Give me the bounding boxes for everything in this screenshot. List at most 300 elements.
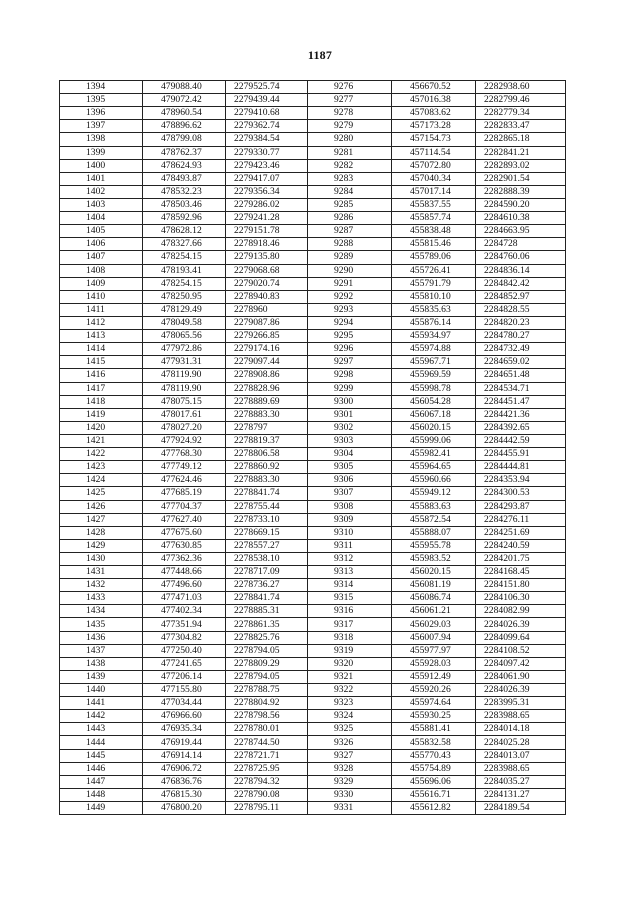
point-number-right-cell: 9294 (308, 316, 392, 329)
x-coordinate-right-cell: 455955.78 (392, 539, 476, 552)
y-coordinate-left-cell: 2278721.71 (226, 749, 308, 762)
y-coordinate-left-cell: 2279417.07 (226, 172, 308, 185)
y-coordinate-right-cell: 2284035.27 (476, 775, 566, 788)
table-row (60, 185, 566, 198)
y-coordinate-right-cell: 2284014.18 (476, 723, 566, 736)
point-number-right-cell: 9325 (308, 723, 392, 736)
point-number-left-cell: 1406 (60, 238, 143, 251)
y-coordinate-right-cell: 2284108.52 (476, 644, 566, 657)
x-coordinate-left-cell: 476935.34 (143, 723, 226, 736)
table-row (60, 762, 566, 775)
x-coordinate-left-cell: 477972.86 (143, 343, 226, 356)
point-number-right-cell: 9323 (308, 697, 392, 710)
x-coordinate-right-cell: 455964.65 (392, 461, 476, 474)
point-number-right-cell: 9319 (308, 644, 392, 657)
x-coordinate-right-cell: 455920.26 (392, 684, 476, 697)
y-coordinate-left-cell: 2278918.46 (226, 238, 308, 251)
x-coordinate-left-cell: 478129.49 (143, 303, 226, 316)
y-coordinate-left-cell: 2278860.92 (226, 461, 308, 474)
point-number-left-cell: 1398 (60, 133, 143, 146)
x-coordinate-right-cell: 455934.97 (392, 330, 476, 343)
point-number-right-cell: 9317 (308, 618, 392, 631)
table-row (60, 592, 566, 605)
y-coordinate-right-cell: 2284451.47 (476, 395, 566, 408)
table-row (60, 94, 566, 107)
x-coordinate-left-cell: 478592.96 (143, 212, 226, 225)
x-coordinate-left-cell: 477351.94 (143, 618, 226, 631)
y-coordinate-left-cell: 2278960 (226, 303, 308, 316)
y-coordinate-right-cell: 2284106.30 (476, 592, 566, 605)
x-coordinate-right-cell: 455789.06 (392, 251, 476, 264)
point-number-right-cell: 9301 (308, 408, 392, 421)
x-coordinate-right-cell: 455969.59 (392, 369, 476, 382)
point-number-left-cell: 1427 (60, 513, 143, 526)
y-coordinate-right-cell: 2284820.23 (476, 316, 566, 329)
point-number-left-cell: 1399 (60, 146, 143, 159)
y-coordinate-right-cell: 2282901.54 (476, 172, 566, 185)
table-row (60, 133, 566, 146)
point-number-left-cell: 1430 (60, 552, 143, 565)
x-coordinate-left-cell: 477448.66 (143, 566, 226, 579)
point-number-left-cell: 1403 (60, 198, 143, 211)
point-number-left-cell: 1428 (60, 526, 143, 539)
table-row (60, 670, 566, 683)
table-row (60, 749, 566, 762)
point-number-left-cell: 1440 (60, 684, 143, 697)
y-coordinate-left-cell: 2279423.46 (226, 159, 308, 172)
point-number-right-cell: 9280 (308, 133, 392, 146)
y-coordinate-right-cell: 2284842.42 (476, 277, 566, 290)
table-row (60, 251, 566, 264)
x-coordinate-right-cell: 455810.10 (392, 290, 476, 303)
y-coordinate-left-cell: 2278744.50 (226, 736, 308, 749)
y-coordinate-right-cell: 2284099.64 (476, 631, 566, 644)
point-number-right-cell: 9279 (308, 120, 392, 133)
y-coordinate-right-cell: 2284201.75 (476, 552, 566, 565)
y-coordinate-right-cell: 2284836.14 (476, 264, 566, 277)
table-row (60, 382, 566, 395)
y-coordinate-right-cell: 2282888.39 (476, 185, 566, 198)
table-row (60, 369, 566, 382)
table-row (60, 605, 566, 618)
y-coordinate-right-cell: 2284026.39 (476, 684, 566, 697)
point-number-right-cell: 9276 (308, 81, 392, 94)
x-coordinate-left-cell: 478075.15 (143, 395, 226, 408)
point-number-left-cell: 1429 (60, 539, 143, 552)
table-row (60, 474, 566, 487)
table-row (60, 238, 566, 251)
y-coordinate-left-cell: 2278819.37 (226, 434, 308, 447)
point-number-right-cell: 9311 (308, 539, 392, 552)
x-coordinate-right-cell: 455912.49 (392, 670, 476, 683)
y-coordinate-right-cell: 2284590.20 (476, 198, 566, 211)
table-row (60, 172, 566, 185)
x-coordinate-left-cell: 478254.15 (143, 277, 226, 290)
point-number-right-cell: 9321 (308, 670, 392, 683)
y-coordinate-left-cell: 2278798.56 (226, 710, 308, 723)
x-coordinate-right-cell: 455872.54 (392, 513, 476, 526)
y-coordinate-left-cell: 2278841.74 (226, 592, 308, 605)
y-coordinate-left-cell: 2278828.96 (226, 382, 308, 395)
point-number-left-cell: 1444 (60, 736, 143, 749)
point-number-right-cell: 9306 (308, 474, 392, 487)
x-coordinate-right-cell: 455612.82 (392, 802, 476, 815)
x-coordinate-right-cell: 455883.63 (392, 500, 476, 513)
table-row (60, 330, 566, 343)
y-coordinate-left-cell: 2278825.76 (226, 631, 308, 644)
point-number-right-cell: 9303 (308, 434, 392, 447)
point-number-right-cell: 9297 (308, 356, 392, 369)
y-coordinate-left-cell: 2279439.44 (226, 94, 308, 107)
y-coordinate-right-cell: 2284061.90 (476, 670, 566, 683)
table-row (60, 697, 566, 710)
x-coordinate-left-cell: 477749.12 (143, 461, 226, 474)
x-coordinate-left-cell: 477675.60 (143, 526, 226, 539)
point-number-right-cell: 9296 (308, 343, 392, 356)
x-coordinate-left-cell: 479072.42 (143, 94, 226, 107)
y-coordinate-left-cell: 2278794.05 (226, 644, 308, 657)
point-number-left-cell: 1396 (60, 107, 143, 120)
table-row (60, 566, 566, 579)
y-coordinate-left-cell: 2279286.02 (226, 198, 308, 211)
x-coordinate-right-cell: 455754.89 (392, 762, 476, 775)
y-coordinate-right-cell: 2284651.48 (476, 369, 566, 382)
y-coordinate-right-cell: 2284760.06 (476, 251, 566, 264)
y-coordinate-right-cell: 2282893.02 (476, 159, 566, 172)
x-coordinate-left-cell: 478503.46 (143, 198, 226, 211)
point-number-right-cell: 9285 (308, 198, 392, 211)
y-coordinate-left-cell: 2279266.85 (226, 330, 308, 343)
y-coordinate-left-cell: 2279068.68 (226, 264, 308, 277)
table-row (60, 120, 566, 133)
x-coordinate-left-cell: 478493.87 (143, 172, 226, 185)
point-number-left-cell: 1397 (60, 120, 143, 133)
point-number-left-cell: 1410 (60, 290, 143, 303)
point-number-right-cell: 9290 (308, 264, 392, 277)
coordinates-table-body (60, 81, 566, 815)
y-coordinate-left-cell: 2278883.30 (226, 474, 308, 487)
point-number-left-cell: 1439 (60, 670, 143, 683)
y-coordinate-right-cell: 2282799.46 (476, 94, 566, 107)
y-coordinate-right-cell: 2284852.97 (476, 290, 566, 303)
x-coordinate-right-cell: 457017.14 (392, 185, 476, 198)
y-coordinate-left-cell: 2278717.09 (226, 566, 308, 579)
x-coordinate-right-cell: 457016.38 (392, 94, 476, 107)
y-coordinate-left-cell: 2279087.86 (226, 316, 308, 329)
x-coordinate-left-cell: 478027.20 (143, 421, 226, 434)
y-coordinate-right-cell: 2283995.31 (476, 697, 566, 710)
y-coordinate-left-cell: 2278538.10 (226, 552, 308, 565)
point-number-right-cell: 9322 (308, 684, 392, 697)
point-number-right-cell: 9305 (308, 461, 392, 474)
y-coordinate-left-cell: 2278557.27 (226, 539, 308, 552)
point-number-right-cell: 9316 (308, 605, 392, 618)
point-number-right-cell: 9326 (308, 736, 392, 749)
y-coordinate-left-cell: 2279362.74 (226, 120, 308, 133)
x-coordinate-right-cell: 455999.06 (392, 434, 476, 447)
point-number-right-cell: 9312 (308, 552, 392, 565)
x-coordinate-right-cell: 456067.18 (392, 408, 476, 421)
y-coordinate-left-cell: 2278806.58 (226, 448, 308, 461)
y-coordinate-right-cell: 2284151.80 (476, 579, 566, 592)
table-row (60, 225, 566, 238)
y-coordinate-left-cell: 2278795.11 (226, 802, 308, 815)
x-coordinate-right-cell: 455791.79 (392, 277, 476, 290)
x-coordinate-right-cell: 455726.41 (392, 264, 476, 277)
y-coordinate-right-cell: 2284610.38 (476, 212, 566, 225)
point-number-left-cell: 1402 (60, 185, 143, 198)
y-coordinate-left-cell: 2278669.15 (226, 526, 308, 539)
table-row (60, 487, 566, 500)
x-coordinate-right-cell: 456029.03 (392, 618, 476, 631)
point-number-right-cell: 9293 (308, 303, 392, 316)
table-row (60, 461, 566, 474)
y-coordinate-left-cell: 2279410.68 (226, 107, 308, 120)
table-row (60, 277, 566, 290)
y-coordinate-right-cell: 2284663.95 (476, 225, 566, 238)
table-row (60, 198, 566, 211)
x-coordinate-left-cell: 478799.08 (143, 133, 226, 146)
x-coordinate-left-cell: 477402.34 (143, 605, 226, 618)
point-number-left-cell: 1424 (60, 474, 143, 487)
point-number-left-cell: 1415 (60, 356, 143, 369)
y-coordinate-left-cell: 2278841.74 (226, 487, 308, 500)
point-number-left-cell: 1443 (60, 723, 143, 736)
point-number-left-cell: 1407 (60, 251, 143, 264)
point-number-right-cell: 9283 (308, 172, 392, 185)
y-coordinate-right-cell: 2284189.54 (476, 802, 566, 815)
table-row (60, 500, 566, 513)
x-coordinate-right-cell: 455983.52 (392, 552, 476, 565)
table-row (60, 513, 566, 526)
x-coordinate-right-cell: 455770.43 (392, 749, 476, 762)
y-coordinate-right-cell: 2284442.59 (476, 434, 566, 447)
x-coordinate-right-cell: 457173.28 (392, 120, 476, 133)
x-coordinate-right-cell: 456020.15 (392, 421, 476, 434)
table-row (60, 657, 566, 670)
y-coordinate-right-cell: 2284026.39 (476, 618, 566, 631)
y-coordinate-right-cell: 2284780.27 (476, 330, 566, 343)
y-coordinate-right-cell: 2284534.71 (476, 382, 566, 395)
table-row (60, 618, 566, 631)
x-coordinate-left-cell: 477768.30 (143, 448, 226, 461)
x-coordinate-right-cell: 455616.71 (392, 788, 476, 801)
x-coordinate-right-cell: 457083.62 (392, 107, 476, 120)
table-row (60, 434, 566, 447)
x-coordinate-left-cell: 478250.95 (143, 290, 226, 303)
x-coordinate-left-cell: 477155.80 (143, 684, 226, 697)
x-coordinate-left-cell: 477924.92 (143, 434, 226, 447)
y-coordinate-right-cell: 2282841.21 (476, 146, 566, 159)
y-coordinate-left-cell: 2278889.69 (226, 395, 308, 408)
table-row (60, 146, 566, 159)
x-coordinate-right-cell: 455881.41 (392, 723, 476, 736)
y-coordinate-left-cell: 2278804.92 (226, 697, 308, 710)
x-coordinate-left-cell: 479088.40 (143, 81, 226, 94)
x-coordinate-left-cell: 477931.31 (143, 356, 226, 369)
x-coordinate-left-cell: 478119.90 (143, 369, 226, 382)
table-row (60, 788, 566, 801)
table-row (60, 775, 566, 788)
table-row (60, 526, 566, 539)
y-coordinate-right-cell: 2284455.91 (476, 448, 566, 461)
y-coordinate-left-cell: 2279356.34 (226, 185, 308, 198)
x-coordinate-left-cell: 477471.03 (143, 592, 226, 605)
x-coordinate-right-cell: 456670.52 (392, 81, 476, 94)
table-row (60, 631, 566, 644)
y-coordinate-left-cell: 2279241.28 (226, 212, 308, 225)
table-row (60, 552, 566, 565)
y-coordinate-left-cell: 2278790.08 (226, 788, 308, 801)
point-number-right-cell: 9309 (308, 513, 392, 526)
point-number-right-cell: 9304 (308, 448, 392, 461)
x-coordinate-left-cell: 478049.58 (143, 316, 226, 329)
point-number-right-cell: 9281 (308, 146, 392, 159)
x-coordinate-right-cell: 456007.94 (392, 631, 476, 644)
point-number-left-cell: 1448 (60, 788, 143, 801)
y-coordinate-right-cell: 2284276.11 (476, 513, 566, 526)
table-row (60, 644, 566, 657)
y-coordinate-right-cell: 2284025.28 (476, 736, 566, 749)
x-coordinate-left-cell: 477206.14 (143, 670, 226, 683)
point-number-right-cell: 9318 (308, 631, 392, 644)
point-number-left-cell: 1431 (60, 566, 143, 579)
point-number-right-cell: 9282 (308, 159, 392, 172)
point-number-right-cell: 9286 (308, 212, 392, 225)
table-row (60, 710, 566, 723)
point-number-right-cell: 9291 (308, 277, 392, 290)
table-row (60, 356, 566, 369)
point-number-right-cell: 9278 (308, 107, 392, 120)
x-coordinate-left-cell: 478896.62 (143, 120, 226, 133)
point-number-left-cell: 1416 (60, 369, 143, 382)
y-coordinate-left-cell: 2278755.44 (226, 500, 308, 513)
y-coordinate-right-cell: 2284082.99 (476, 605, 566, 618)
table-row (60, 343, 566, 356)
y-coordinate-right-cell: 2284421.36 (476, 408, 566, 421)
x-coordinate-right-cell: 455888.07 (392, 526, 476, 539)
point-number-left-cell: 1412 (60, 316, 143, 329)
x-coordinate-right-cell: 457040.34 (392, 172, 476, 185)
table-row (60, 264, 566, 277)
x-coordinate-left-cell: 477627.40 (143, 513, 226, 526)
x-coordinate-right-cell: 455832.58 (392, 736, 476, 749)
point-number-right-cell: 9313 (308, 566, 392, 579)
point-number-left-cell: 1421 (60, 434, 143, 447)
table-row (60, 684, 566, 697)
x-coordinate-left-cell: 478532.23 (143, 185, 226, 198)
x-coordinate-right-cell: 455835.63 (392, 303, 476, 316)
table-row (60, 290, 566, 303)
point-number-right-cell: 9310 (308, 526, 392, 539)
x-coordinate-left-cell: 478254.15 (143, 251, 226, 264)
y-coordinate-right-cell: 2284659.02 (476, 356, 566, 369)
y-coordinate-right-cell: 2282865.18 (476, 133, 566, 146)
point-number-right-cell: 9327 (308, 749, 392, 762)
table-row (60, 539, 566, 552)
x-coordinate-left-cell: 478119.90 (143, 382, 226, 395)
point-number-right-cell: 9329 (308, 775, 392, 788)
x-coordinate-left-cell: 477630.85 (143, 539, 226, 552)
x-coordinate-right-cell: 455998.78 (392, 382, 476, 395)
x-coordinate-right-cell: 456061.21 (392, 605, 476, 618)
point-number-left-cell: 1436 (60, 631, 143, 644)
point-number-right-cell: 9289 (308, 251, 392, 264)
x-coordinate-right-cell: 456054.28 (392, 395, 476, 408)
table-row (60, 395, 566, 408)
y-coordinate-left-cell: 2279097.44 (226, 356, 308, 369)
point-number-right-cell: 9284 (308, 185, 392, 198)
point-number-right-cell: 9287 (308, 225, 392, 238)
y-coordinate-left-cell: 2279020.74 (226, 277, 308, 290)
point-number-left-cell: 1433 (60, 592, 143, 605)
point-number-left-cell: 1417 (60, 382, 143, 395)
y-coordinate-right-cell: 2284300.53 (476, 487, 566, 500)
x-coordinate-right-cell: 455977.97 (392, 644, 476, 657)
point-number-left-cell: 1404 (60, 212, 143, 225)
x-coordinate-right-cell: 456086.74 (392, 592, 476, 605)
x-coordinate-left-cell: 476906.72 (143, 762, 226, 775)
x-coordinate-right-cell: 455837.55 (392, 198, 476, 211)
table-row (60, 212, 566, 225)
point-number-left-cell: 1400 (60, 159, 143, 172)
point-number-right-cell: 9308 (308, 500, 392, 513)
y-coordinate-left-cell: 2278733.10 (226, 513, 308, 526)
x-coordinate-left-cell: 477704.37 (143, 500, 226, 513)
point-number-left-cell: 1414 (60, 343, 143, 356)
x-coordinate-left-cell: 477241.65 (143, 657, 226, 670)
point-number-left-cell: 1445 (60, 749, 143, 762)
point-number-right-cell: 9277 (308, 94, 392, 107)
coordinates-table (59, 80, 566, 815)
y-coordinate-right-cell: 2282833.47 (476, 120, 566, 133)
x-coordinate-right-cell: 455967.71 (392, 356, 476, 369)
y-coordinate-right-cell: 2284013.07 (476, 749, 566, 762)
table-row (60, 408, 566, 421)
point-number-left-cell: 1419 (60, 408, 143, 421)
point-number-left-cell: 1395 (60, 94, 143, 107)
x-coordinate-right-cell: 455815.46 (392, 238, 476, 251)
table-row (60, 448, 566, 461)
y-coordinate-left-cell: 2279525.74 (226, 81, 308, 94)
y-coordinate-left-cell: 2278883.30 (226, 408, 308, 421)
point-number-right-cell: 9314 (308, 579, 392, 592)
point-number-left-cell: 1441 (60, 697, 143, 710)
y-coordinate-right-cell: 2282938.60 (476, 81, 566, 94)
point-number-left-cell: 1408 (60, 264, 143, 277)
x-coordinate-left-cell: 476815.30 (143, 788, 226, 801)
x-coordinate-left-cell: 477685.19 (143, 487, 226, 500)
y-coordinate-left-cell: 2278794.05 (226, 670, 308, 683)
page-number: 1187 (307, 48, 333, 62)
y-coordinate-right-cell: 2283988.65 (476, 710, 566, 723)
y-coordinate-left-cell: 2279330.77 (226, 146, 308, 159)
x-coordinate-right-cell: 455930.25 (392, 710, 476, 723)
y-coordinate-left-cell: 2279151.78 (226, 225, 308, 238)
point-number-right-cell: 9292 (308, 290, 392, 303)
x-coordinate-right-cell: 455857.74 (392, 212, 476, 225)
y-coordinate-right-cell: 2284732.49 (476, 343, 566, 356)
point-number-right-cell: 9315 (308, 592, 392, 605)
point-number-left-cell: 1449 (60, 802, 143, 815)
point-number-left-cell: 1405 (60, 225, 143, 238)
x-coordinate-right-cell: 457114.54 (392, 146, 476, 159)
y-coordinate-left-cell: 2278780.01 (226, 723, 308, 736)
table-row (60, 579, 566, 592)
point-number-left-cell: 1437 (60, 644, 143, 657)
point-number-right-cell: 9331 (308, 802, 392, 815)
x-coordinate-left-cell: 478193.41 (143, 264, 226, 277)
